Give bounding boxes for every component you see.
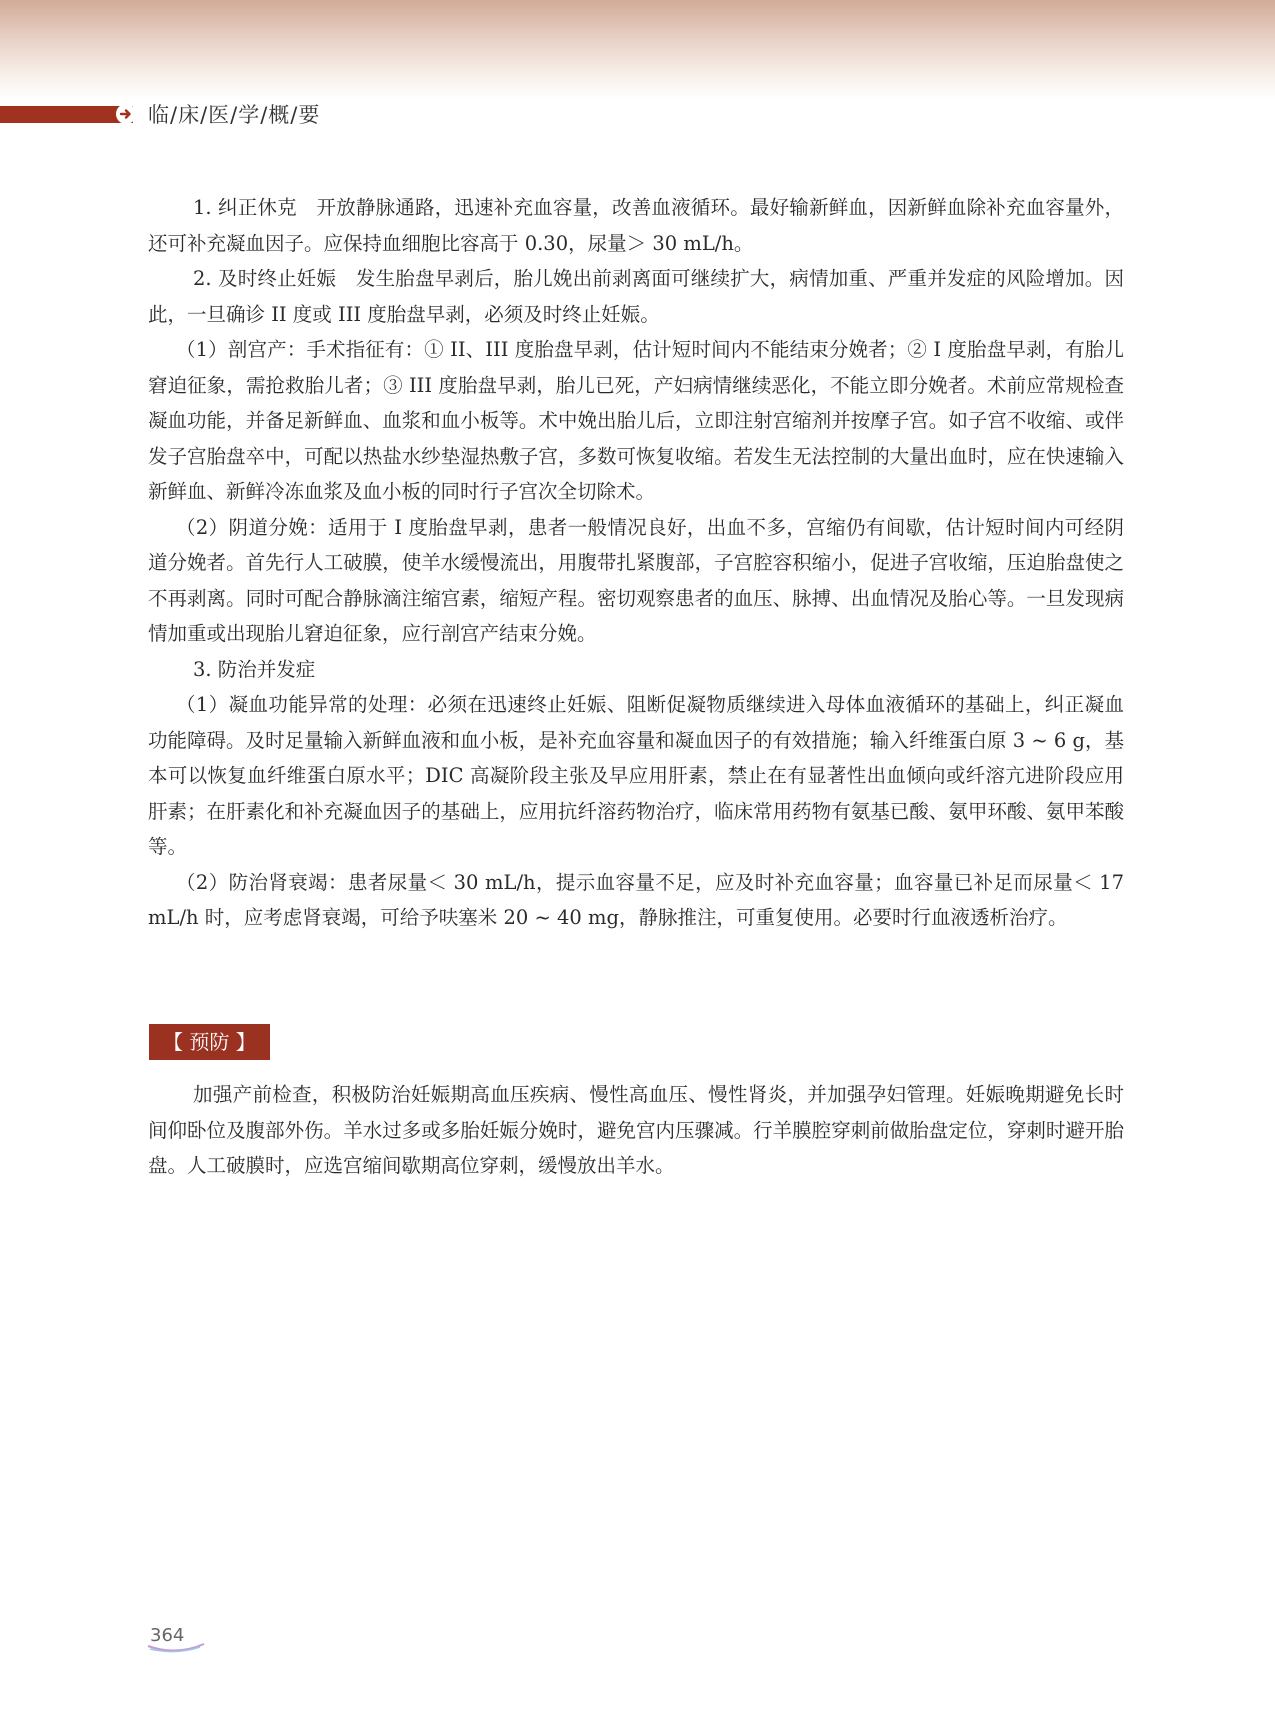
header-accent-bar — [0, 106, 133, 123]
paragraph-cesarean: （1）剖宫产：手术指征有：① II、III 度胎盘早剥，估计短时间内不能结束分娩者；② I 度胎盘早剥，有胎儿窘迫征象，需抢救胎儿者；③ III 度胎盘早剥，胎儿已死，产妇病情继续恶化，不能立即分娩者。术前应常规检查凝血功能，并备足新鲜血、血浆和血小板等。术中娩出胎儿后，立即注射宫缩剂并按摩子宫。如子宫不收缩、或伴发子宫胎盘卒中，可配以热盐水纱垫湿热敷子宫，多数可恢复收缩。若发生无法控制的大量出血时，应在快速输入新鲜血、新鲜冷冻血浆及血小板的同时行子宫次全切除术。 — [148, 338, 1124, 503]
paragraph-shock: 1. 纠正休克 开放静脉通路，迅速补充血容量，改善血液循环。最好输新鲜血，因新鲜血除补充血容量外，还可补充凝血因子。应保持血细胞比容高于 0.30，尿量＞ 30 mL/h。 — [148, 196, 1124, 255]
arrow-right-icon — [116, 104, 136, 124]
paragraph-complications-heading: 3. 防治并发症 — [193, 657, 316, 681]
paragraph-coagulation: （1）凝血功能异常的处理：必须在迅速终止妊娠、阻断促凝物质继续进入母体血液循环的基础上，纠正凝血功能障碍。及时足量输入新鲜血液和血小板，是补充血容量和凝血因子的有效措施；输入纤维蛋白原 3 ~ 6 g，基本可以恢复血纤维蛋白原水平；DIC 高凝阶段主张及早应用肝素，禁止在有显著性出血倾向或纤溶亢进阶段应用肝素；在肝素化和补充凝血因子的基础上，应用抗纤溶药物治疗，临床常用药物有氨基已酸、氨甲环酸、氨甲苯酸等。 — [148, 693, 1124, 858]
main-text — [148, 190, 1124, 936]
page-number: 364 — [150, 1625, 185, 1646]
prevention-text — [148, 1077, 1124, 1184]
page-header-background — [0, 0, 1275, 100]
section-heading-prevention: 【 预防 】 — [149, 1024, 270, 1060]
page-number-swoosh-icon — [146, 1640, 206, 1654]
paragraph-renal-failure: （2）防治肾衰竭：患者尿量＜ 30 mL/h，提示血容量不足，应及时补充血容量；血容量已补足而尿量＜ 17 mL/h 时，应考虑肾衰竭，可给予呋塞米 20 ~ 40 mg，静脉推注，可重复使用。必要时行血液透析治疗。 — [148, 870, 1124, 929]
book-title: 临/床/医/学/概/要 — [148, 103, 321, 127]
paragraph-prevention: 加强产前检查，积极防治妊娠期高血压疾病、慢性高血压、慢性肾炎，并加强孕妇管理。妊娠晚期避免长时间仰卧位及腹部外伤。羊水过多或多胎妊娠分娩时，避免宫内压骤减。行羊膜腔穿刺前做胎盘定位，穿刺时避开胎盘。人工破膜时，应选宫缩间歇期高位穿刺，缓慢放出羊水。 — [148, 1083, 1124, 1177]
paragraph-vaginal-delivery: （2）阴道分娩：适用于 I 度胎盘早剥，患者一般情况良好，出血不多，宫缩仍有间歇，估计短时间内可经阴道分娩者。首先行人工破膜，使羊水缓慢流出，用腹带扎紧腹部，子宫腔容积缩小，促进子宫收缩，压迫胎盘使之不再剥离。同时可配合静脉滴注缩宫素，缩短产程。密切观察患者的血压、脉搏、出血情况及胎心等。一旦发现病情加重或出现胎儿窘迫征象，应行剖宫产结束分娩。 — [148, 515, 1124, 645]
paragraph-terminate-pregnancy: 2. 及时终止妊娠 发生胎盘早剥后，胎儿娩出前剥离面可继续扩大，病情加重、严重并发症的风险增加。因此，一旦确诊 II 度或 III 度胎盘早剥，必须及时终止妊娠。 — [148, 267, 1124, 326]
